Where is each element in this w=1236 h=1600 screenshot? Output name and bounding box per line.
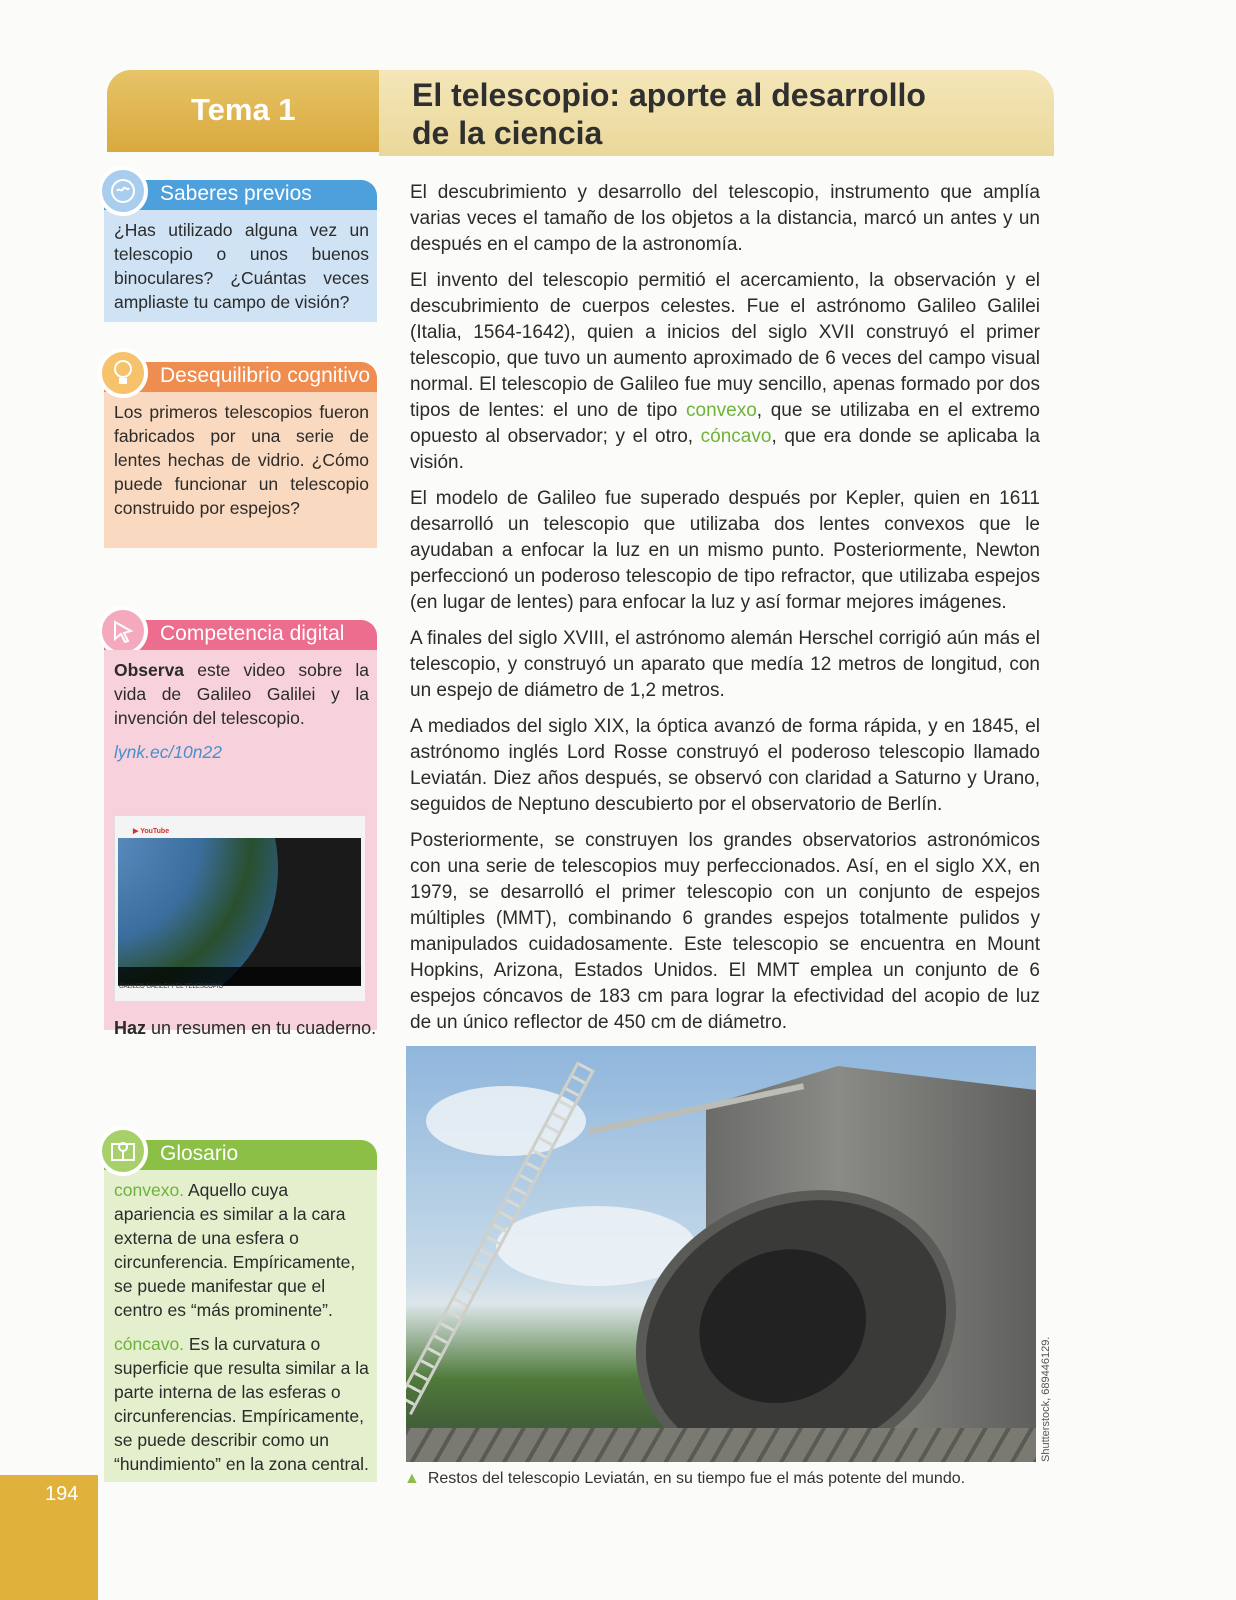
glosario-entry-convexo xyxy=(114,1178,369,1322)
caption-text: Restos del telescopio Leviatán, en su tiempo fue el más potente del mundo. xyxy=(427,1470,966,1487)
paragraph-2-b: , que se utilizaba en el extremo opuesto al observador; y el otro, xyxy=(410,400,1040,447)
desequilibrio-cognitivo-text: Los primeros telescopios fueron fabricados por una serie de lentes hechas de vidrio. ¿Cómo puede funcionar un telescopio construido por espejos? xyxy=(104,392,377,548)
paragraph-6: Posteriormente, se construyen los grandes observatorios astronómicos con una serie de telescopios muy perfeccionados. Así, en el siglo XX, en 1979, se desarrolló el primer telescopio con un conjunto de espejos múltiples (MMT), combinando 6 grandes espejos totalmente pulidos y manipulados cuidadosamente. Este telescopio se encuentra en Mount Hopkins, Arizona, Estados Unidos. El MMT emplea un conjunto de 6 espejos cóncavos de 183 cm para lograr la efectividad del acopio de luz de un único reflector de 450 cm de diámetro. xyxy=(410,830,1040,1033)
paragraph-3: El modelo de Galileo fue superado después por Kepler, quien en 1611 desarrolló un telescopio que utilizaba dos lentes convexos que le ayudaban a enfocar la luz en un mismo punto. Posteriormente, Newton perfeccionó un poderoso telescopio de tipo refractor, que utilizaba espejos (en lugar de lentes) para enfocar la luz y así formar mejores imágenes. xyxy=(410,488,1040,613)
tema-label-tab xyxy=(107,70,379,152)
photo-caption xyxy=(404,1470,965,1488)
desequilibrio-cognitivo-box xyxy=(104,362,377,548)
video-screen xyxy=(118,838,361,986)
summary-instruction xyxy=(114,1016,376,1040)
glosario-body xyxy=(104,1170,377,1482)
competencia-text: este video sobre la vida de Galileo Galilei y la invención del telescopio. xyxy=(114,660,369,728)
earth-image xyxy=(118,838,278,986)
page-number-tab xyxy=(0,1475,98,1600)
competencia-digital-box xyxy=(104,620,377,1038)
saberes-previos-text: ¿Has utilizado alguna vez un telescopio o unos buenos binoculares? ¿Cuántas veces ampliaste tu campo de visión? xyxy=(104,210,377,322)
lightbulb-icon xyxy=(98,348,148,398)
tema-label: Tema 1 xyxy=(191,92,296,127)
paragraph-5: A mediados del siglo XIX, la óptica avanzó de forma rápida, y en 1845, el astrónomo inglés Lord Rosse construyó el poderoso telescopio llamado Leviatán. Diez años después, se observó con claridad a Saturno y Urano, seguidos de Neptuno descubierto por el observatorio de Berlín. xyxy=(410,716,1040,815)
saberes-previos-header xyxy=(104,180,377,210)
title-bar xyxy=(379,70,1054,156)
photo-credit: Shutterstock, 689446129. xyxy=(1040,1336,1052,1462)
youtube-logo-icon: ▶ YouTube xyxy=(133,828,170,835)
competencia-digital-body xyxy=(104,650,377,1038)
main-text xyxy=(410,180,1040,1046)
paragraph-4: A finales del siglo XVIII, el astrónomo alemán Herschel corrigió aún más el telescopio, y construyó un aparato que medía 12 metros de longitud, con un espejo de diámetro de 1,2 metros. xyxy=(410,628,1040,701)
iron-truss xyxy=(406,1428,1036,1462)
competencia-digital-header xyxy=(104,620,377,650)
glosario-term-concavo: cóncavo. xyxy=(114,1334,185,1354)
competencia-digital-heading: Competencia digital xyxy=(160,622,345,645)
video-thumbnail[interactable] xyxy=(114,815,366,1002)
paragraph-2-a: El invento del telescopio permitió el acercamiento, la observación y el descubrimiento de cuerpos celestes. Fue el astrónomo Galileo Galilei (Italia, 1564-1642), quien a inicios del siglo XVII construyó el primer telescopio, que tuvo un aumento aproximado de 6 veces del campo visual normal. El telescopio de Galileo fue muy sencillo, apenas formado por dos tipos de lentes: el uno de tipo xyxy=(410,270,1040,421)
page-number: 194 xyxy=(45,1483,79,1505)
cursor-icon xyxy=(98,606,148,656)
triangle-icon: ▲ xyxy=(404,1470,420,1487)
video-link[interactable]: lynk.ec/10n22 xyxy=(114,742,222,762)
term-concavo: cóncavo xyxy=(700,426,772,447)
video-caption: GALILEO GALILEI Y EL TELESCOPIO xyxy=(119,984,224,990)
summary-text: un resumen en tu cuaderno. xyxy=(146,1018,377,1038)
glosario-box xyxy=(104,1140,377,1482)
term-convexo: convexo xyxy=(686,400,757,421)
glosario-entry-concavo xyxy=(114,1332,369,1476)
glosario-term-convexo: convexo. xyxy=(114,1180,185,1200)
saberes-previos-heading: Saberes previos xyxy=(160,182,312,205)
competencia-digital-text xyxy=(114,658,369,730)
paragraph-2-c: , que era donde se aplicaba la visión. xyxy=(410,426,1040,473)
haz-word: Haz xyxy=(114,1018,147,1038)
brain-icon xyxy=(98,166,148,216)
book-icon xyxy=(98,1126,148,1176)
observa-word: Observa xyxy=(114,660,185,680)
paragraph-2 xyxy=(410,268,1040,476)
glosario-heading: Glosario xyxy=(160,1142,239,1165)
glosario-def-convexo: Aquello cuya apariencia es similar a la cara externa de una esfera o circunferencia. Empíricamente, se puede manifestar que el centro es “más prominente”. xyxy=(114,1180,356,1320)
glosario-header xyxy=(104,1140,377,1170)
leviatan-telescope-photo xyxy=(406,1046,1036,1462)
tube-opening xyxy=(674,1222,891,1430)
desequilibrio-cognitivo-header xyxy=(104,362,377,392)
saberes-previos-box xyxy=(104,180,377,322)
desequilibrio-cognitivo-heading: Desequilibrio cognitivo xyxy=(160,364,371,387)
glosario-def-concavo: Es la curvatura o superficie que resulta similar a la parte interna de las esferas o circunferencias. Empíricamente, se puede describir como un “hundimiento” en la zona central. xyxy=(114,1334,369,1474)
paragraph-1: El descubrimiento y desarrollo del telescopio, instrumento que amplía varias veces el tamaño de los objetos a la distancia, marcó un antes y un después en el campo de la astronomía. xyxy=(410,182,1040,255)
page-title: El telescopio: aporte al desarrollo de la ciencia xyxy=(412,77,926,151)
